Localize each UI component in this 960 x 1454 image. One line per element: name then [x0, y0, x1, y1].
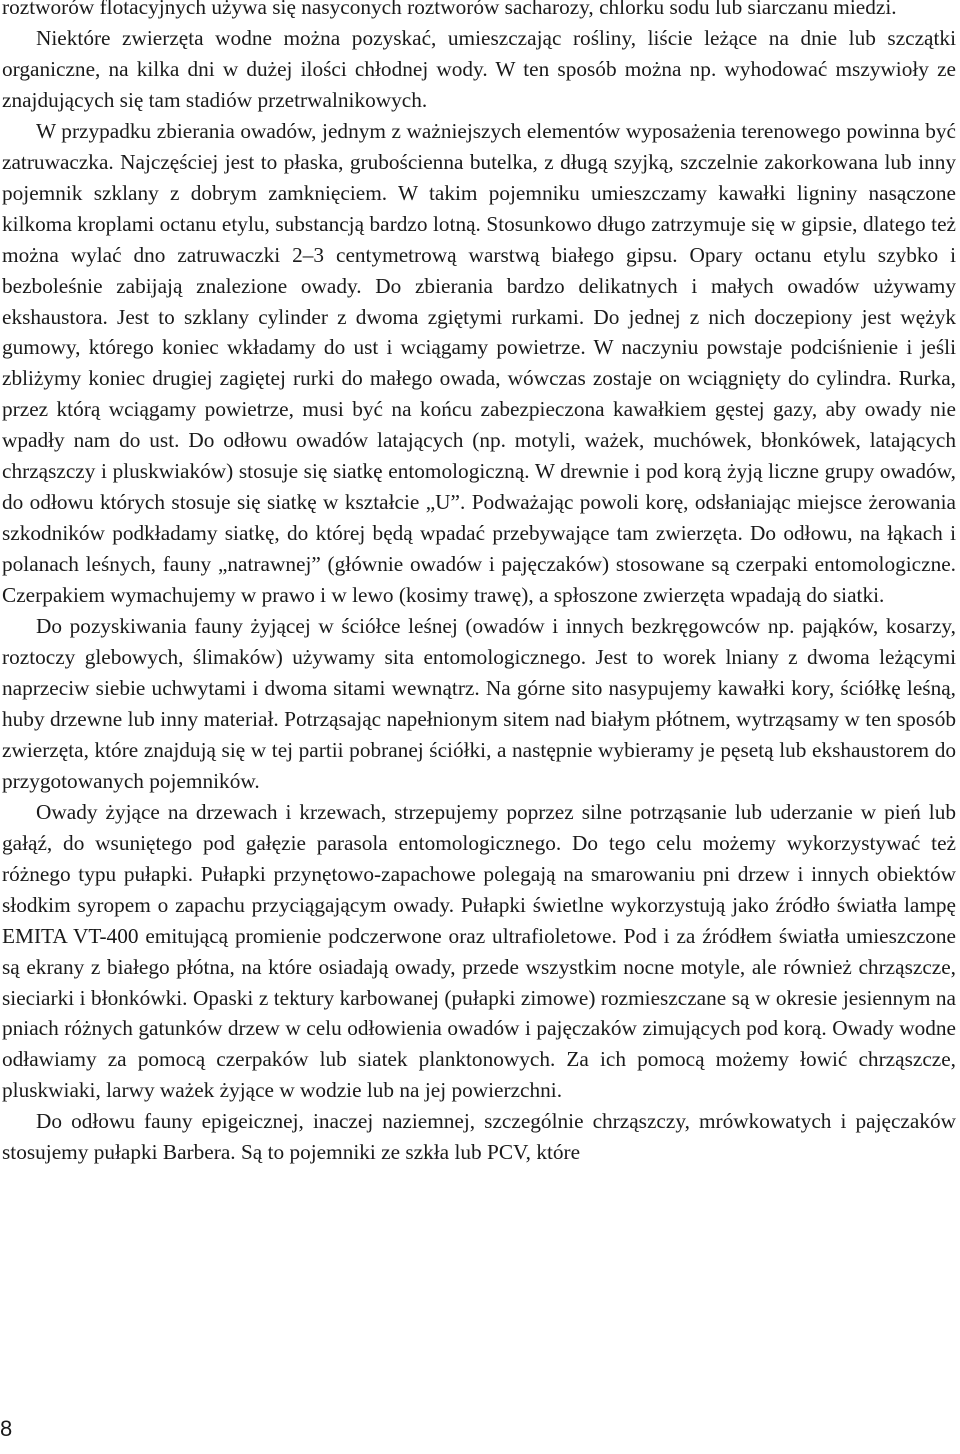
paragraph-2: Niektóre zwierzęta wodne można pozyskać, umieszczając rośliny, liście leżące na dnie lub szczątki organiczne, na kilka dni w dużej ilości chłodnej wody. W ten sposób można np. wyhodować mszywioły ze znajdujących się tam stadiów przetrwalnikowych.: [2, 25, 956, 112]
paragraph-6: Do odłowu fauny epigeicznej, inaczej naziemnej, szczególnie chrząszczy, mrówkowatych i pajęczaków stosujemy pułapki Barbera. Są to pojemniki ze szkła lub PCV, które: [2, 1109, 956, 1165]
paragraph-3: W przypadku zbierania owadów, jednym z ważniejszych elementów wyposażenia terenowego powinna być zatruwaczka. Najczęściej jest to płaska, grubościenna butelka, z długą szyjką, szczelnie zakorkowana lub inny pojemnik szklany z dobrym zamknięciem. W takim pojemniku umieszczamy kawałki ligniny nasączone kilkoma kroplami octanu etylu, substancją bardzo lotną. Stosunkowo długo zatrzymuje się w gipsie, dlatego też można wylać dno zatruwaczki 2–3 centymetrową warstwą białego gipsu. Opary octanu etylu szybko i bezboleśnie zabijają znalezione owady. Do zbierania bardzo delikatnych i małych owadów używamy ekshaustora. Jest to szklany cylinder z dwoma zgiętymi rurkami. Do jednej z nich doczepiony jest wężyk gumowy, którego koniec wkładamy do ust i wciągamy powietrze. W naczyniu powstaje podciśnienie i jeśli zbliżymy koniec drugiej zagiętej rurki do małego owada, wówczas zostaje on wciągnięty do cylindra. Rurka, przez którą wciągamy powietrze, musi być na końcu zabezpieczona kawałkiem gęstej gazy, aby owady nie wpadły nam do ust. Do odłowu owadów latających (np. motyli, ważek, muchówek, błonkówek, latających chrząszczy i pluskwiaków) stosuje się siatkę entomologiczną. W drewnie i pod korą żyją liczne grupy owadów, do odłowu których stosuje się siatkę w kształcie „U”. Podważając powoli korę, odsłaniając miejsce żerowania szkodników podkładamy siatkę, do której będą wpadać przebywające tam zwierzęta. Do odłowu, na łąkach i polanach leśnych, fauny „natrawnej” (głównie owadów i pajęczaków) stosowane są czerpaki entomologiczne. Czerpakiem wymachujemy w prawo i w lewo (kosimy trawę), a spłoszone zwierzęta wpadają do siatki.: [2, 118, 956, 608]
page-number: 8: [0, 1416, 13, 1441]
paragraph-5: Owady żyjące na drzewach i krzewach, strzepujemy poprzez silne potrząsanie lub uderzanie w pień lub gałąź, do wsuniętego pod gałęzie parasola entomologicznego. Do tego celu możemy wykorzystywać też różnego typu pułapki. Pułapki przynętowo-zapachowe polegają na smarowaniu pni drzew i innych obiektów słodkim syropem o zapachu przyciągającym owady. Pułapki świetlne wykorzystują jako źródło światła lampę EMITA VT-400 emitującą promienie podczerwone oraz ultrafioletowe. Pod i za źródłem światła umieszczone są ekrany z białego płótna, na które osiadają owady, przede wszystkim nocne motyle, ale również chrząszcze, sieciarki i błonkówki. Opaski z tektury karbowanej (pułapki zimowe) rozmieszczane są w okresie jesiennym na pniach różnych gatunków drzew w celu odłowienia owadów i pajęczaków zimujących pod korą. Owady wodne odławiamy za pomocą czerpaków lub siatek planktonowych. Za ich pomocą możemy łowić chrząszcze, pluskwiaki, larwy ważek żyjące w wodzie lub na jej powierzchni.: [2, 799, 956, 1103]
paragraph-1: roztworów flotacyjnych używa się nasyconych roztworów sacharozy, chlorku sodu lub siarczanu miedzi.: [2, 0, 897, 19]
body-text: [2, 0, 956, 1168]
paragraph-4: Do pozyskiwania fauny żyjącej w ściółce leśnej (owadów i innych bezkręgowców np. pająków, kosarzy, roztoczy glebowych, ślimaków) używamy sita entomologicznego. Jest to worek lniany z dwoma leżącymi naprzeciw siebie uchwytami i dwoma sitami wewnątrz. Na górne sito nasypujemy kawałki kory, ściółkę leśną, huby drzewne lub inny materiał. Potrząsając napełnionym sitem nad białym płótnem, wytrząsamy w ten sposób zwierzęta, które znajdują się w tej partii pobranej ściółki, a następnie wybieramy je pęsetą lub ekshaustorem do przygotowanych pojemników.: [2, 614, 956, 793]
